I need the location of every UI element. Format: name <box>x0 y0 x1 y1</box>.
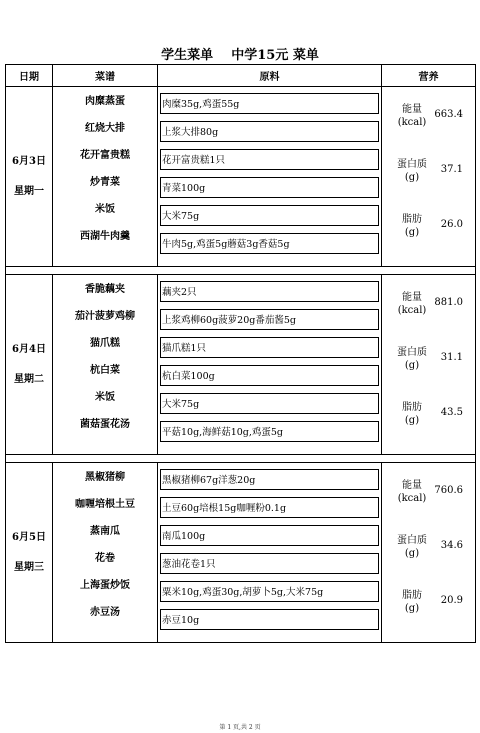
weekday-label: 星期二 <box>14 373 44 385</box>
dish-name: 花开富贵糕 <box>80 150 130 161</box>
nutrition-item <box>382 346 475 382</box>
page-footer: 第 1 页,共 2 页 <box>219 724 261 731</box>
day-separator <box>6 267 476 275</box>
ingredient-box: 花开富贵糕1只 <box>160 149 379 170</box>
dish-name: 黑椒猪柳 <box>85 472 125 483</box>
nutrition-label <box>382 346 442 372</box>
dish-name: 炒青菜 <box>90 177 120 188</box>
nutrition-label-unit: (g) <box>404 227 420 238</box>
ingredients-cell <box>158 87 382 267</box>
page-title: 学生菜单 中学15元 菜单 <box>161 48 319 63</box>
nutrition-label-name: 能量 <box>402 480 422 491</box>
header-nutrition: 营养 <box>382 65 476 87</box>
separator-cell <box>6 267 476 275</box>
ingredient-box: 葱油花卷1只 <box>160 553 379 574</box>
ingredient-box: 大米75g <box>160 393 379 414</box>
nutrition-value: 881.0 <box>434 297 463 308</box>
dish-name: 红烧大排 <box>85 123 125 134</box>
nutrition-label <box>382 479 442 505</box>
dish-name: 茄汁菠萝鸡柳 <box>75 311 135 322</box>
nutrition-label-name: 脂肪 <box>402 590 422 601</box>
date-cell <box>6 275 53 455</box>
nutrition-value: 43.5 <box>440 407 463 418</box>
ingredients-cell <box>158 275 382 455</box>
nutrition-label-name: 脂肪 <box>402 214 422 225</box>
nutrition-label-name: 脂肪 <box>402 402 422 413</box>
ingredient-box: 青菜100g <box>160 177 379 198</box>
ingredient-box: 杭白菜100g <box>160 365 379 386</box>
nutrition-label-name: 蛋白质 <box>397 535 427 546</box>
dish-cell <box>53 463 158 643</box>
nutrition-item <box>382 534 475 570</box>
nutrition-label-unit: (g) <box>404 360 420 371</box>
nutrition-item <box>382 213 475 249</box>
date-cell <box>6 87 53 267</box>
nutrition-item <box>382 291 475 327</box>
nutrition-item <box>382 158 475 194</box>
nutrition-label-unit: (g) <box>404 172 420 183</box>
ingredient-box: 大米75g <box>160 205 379 226</box>
dish-name: 猫爪糕 <box>90 338 120 349</box>
nutrition-label <box>382 213 442 239</box>
day-row <box>6 275 476 455</box>
dish-name: 米饭 <box>95 392 115 403</box>
nutrition-value: 37.1 <box>440 164 463 175</box>
ingredient-box: 平菇10g,海鲜菇10g,鸡蛋5g <box>160 421 379 442</box>
menu-table <box>5 64 476 643</box>
nutrition-label-name: 蛋白质 <box>397 347 427 358</box>
date-cell <box>6 463 53 643</box>
nutrition-label-name: 能量 <box>402 104 422 115</box>
weekday-label: 星期三 <box>14 561 44 573</box>
nutrition-value: 760.6 <box>434 485 463 496</box>
nutrition-label <box>382 401 442 427</box>
nutrition-label-unit: (g) <box>404 548 420 559</box>
ingredient-box: 粟米10g,鸡蛋30g,胡萝卜5g,大米75g <box>160 581 379 602</box>
ingredients-cell <box>158 463 382 643</box>
nutrition-value: 26.0 <box>440 219 463 230</box>
date-label: 6月4日 <box>12 343 46 355</box>
header-row <box>6 65 476 87</box>
nutrition-label-unit: (g) <box>404 415 420 426</box>
dish-cell <box>53 275 158 455</box>
nutrition-cell <box>382 463 476 643</box>
nutrition-item <box>382 401 475 437</box>
nutrition-value: 34.6 <box>440 540 463 551</box>
nutrition-label <box>382 158 442 184</box>
header-dish: 菜谱 <box>53 65 158 87</box>
ingredient-box: 黑椒猪柳67g洋葱20g <box>160 469 379 490</box>
dish-name: 杭白菜 <box>90 365 120 376</box>
dish-name: 咖喱培根土豆 <box>75 499 135 510</box>
day-separator <box>6 455 476 463</box>
nutrition-label <box>382 291 442 317</box>
ingredient-box: 上浆鸡柳60g菠萝20g番茄酱5g <box>160 309 379 330</box>
dish-name: 赤豆汤 <box>90 607 120 618</box>
dish-name: 菌菇蛋花汤 <box>80 419 130 430</box>
nutrition-value: 31.1 <box>440 352 463 363</box>
nutrition-label-name: 蛋白质 <box>397 159 427 170</box>
ingredient-box: 牛肉5g,鸡蛋5g蘑菇3g香菇5g <box>160 233 379 254</box>
ingredient-box: 肉糜35g,鸡蛋55g <box>160 93 379 114</box>
nutrition-cell <box>382 87 476 267</box>
dish-name: 蒸南瓜 <box>90 526 120 537</box>
nutrition-label-unit: (g) <box>404 603 420 614</box>
header-ingredients: 原料 <box>158 65 382 87</box>
dish-name: 肉糜蒸蛋 <box>85 96 125 107</box>
nutrition-label-unit: (kcal) <box>397 117 427 128</box>
dish-cell <box>53 87 158 267</box>
nutrition-label-unit: (kcal) <box>397 305 427 316</box>
ingredient-box: 藕夹2只 <box>160 281 379 302</box>
nutrition-label <box>382 534 442 560</box>
header-date: 日期 <box>6 65 53 87</box>
weekday-label: 星期一 <box>14 185 44 197</box>
nutrition-value: 20.9 <box>440 595 463 606</box>
nutrition-item <box>382 103 475 139</box>
nutrition-value: 663.4 <box>434 109 463 120</box>
ingredient-box: 赤豆10g <box>160 609 379 630</box>
ingredient-box: 上浆大排80g <box>160 121 379 142</box>
date-label: 6月3日 <box>12 155 46 167</box>
ingredient-box: 猫爪糕1只 <box>160 337 379 358</box>
nutrition-cell <box>382 275 476 455</box>
nutrition-item <box>382 589 475 625</box>
dish-name: 香脆藕夹 <box>85 284 125 295</box>
dish-name: 西湖牛肉羹 <box>80 231 130 242</box>
nutrition-label <box>382 589 442 615</box>
day-row <box>6 87 476 267</box>
nutrition-label-name: 能量 <box>402 292 422 303</box>
day-row <box>6 463 476 643</box>
dish-name: 花卷 <box>95 553 115 564</box>
nutrition-label <box>382 103 442 129</box>
nutrition-item <box>382 479 475 515</box>
nutrition-label-unit: (kcal) <box>397 493 427 504</box>
dish-name: 上海蛋炒饭 <box>80 580 130 591</box>
ingredient-box: 土豆60g培根15g咖喱粉0.1g <box>160 497 379 518</box>
dish-name: 米饭 <box>95 204 115 215</box>
ingredient-box: 南瓜100g <box>160 525 379 546</box>
date-label: 6月5日 <box>12 531 46 543</box>
separator-cell <box>6 455 476 463</box>
